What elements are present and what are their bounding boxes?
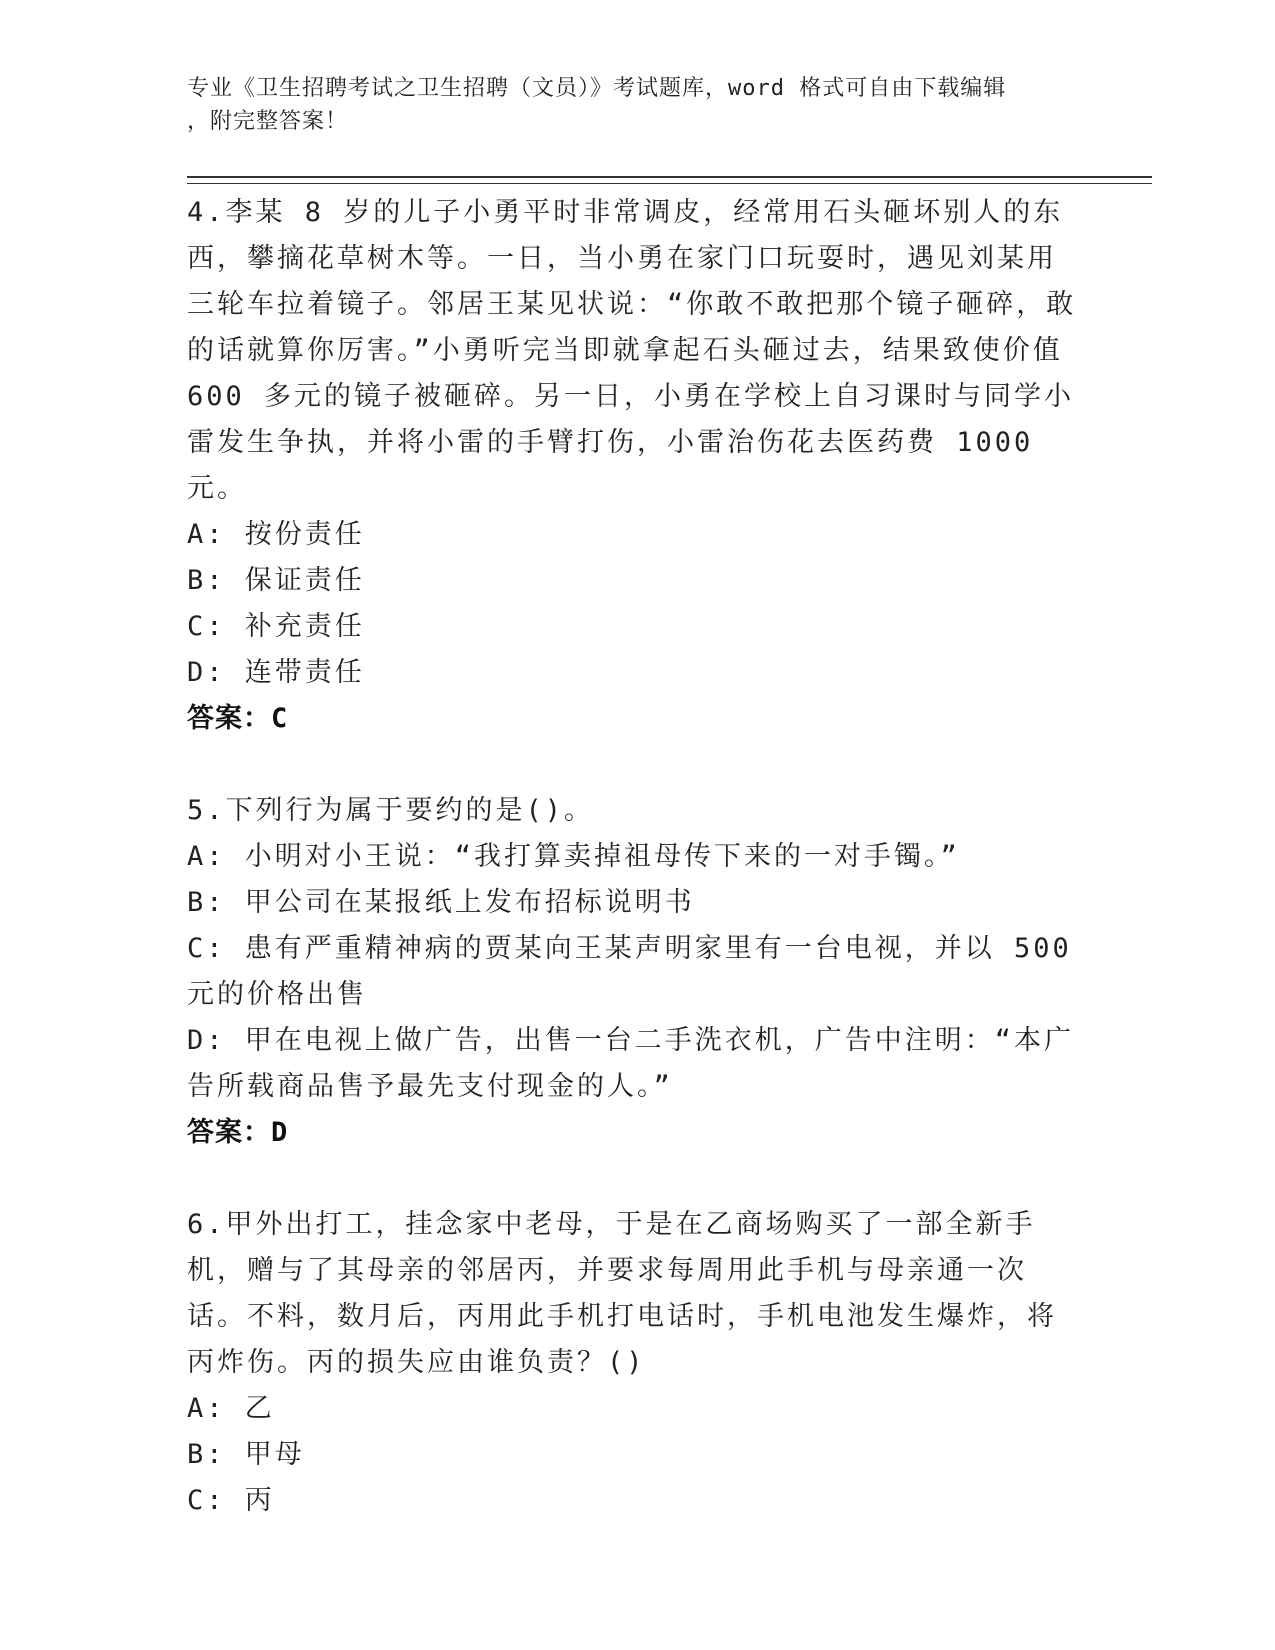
header-rule-thin	[187, 183, 1152, 184]
question-4	[187, 190, 1077, 742]
document-header	[187, 72, 1087, 138]
option-b: B: 保证责任	[187, 565, 365, 596]
question-6	[187, 1202, 1077, 1524]
answer: 答案：D	[187, 1117, 289, 1148]
option-d: D: 连带责任	[187, 657, 365, 688]
question-stem: 6.甲外出打工，挂念家中老母，于是在乙商场购买了一部全新手机，赠与了其母亲的邻居丙，并要求每周用此手机与母亲通一次话。不料，数月后，丙用此手机打电话时，手机电池发生爆炸，将丙炸伤。丙的损失应由谁负责？()	[187, 1209, 1057, 1378]
question-spacer	[187, 1156, 1077, 1202]
header-rule-thick	[187, 176, 1152, 178]
option-a: A: 小明对小王说：“我打算卖掉祖母传下来的一对手镯。”	[187, 841, 960, 872]
header-line-1: 专业《卫生招聘考试之卫生招聘（文员）》考试题库，word 格式可自由下载编辑	[187, 76, 1007, 101]
answer: 答案：C	[187, 703, 289, 734]
option-d: D: 甲在电视上做广告，出售一台二手洗衣机，广告中注明：“本广告所载商品售予最先支付现金的人。”	[187, 1025, 1075, 1102]
option-b: B: 甲公司在某报纸上发布招标说明书	[187, 887, 695, 918]
option-c: C: 丙	[187, 1485, 275, 1516]
header-line-2: ，附完整答案！	[187, 109, 349, 134]
question-stem: 4.李某 8 岁的儿子小勇平时非常调皮，经常用石头砸坏别人的东西，攀摘花草树木等。一日，当小勇在家门口玩耍时，遇见刘某用三轮车拉着镜子。邻居王某见状说：“你敢不敢把那个镜子砸碎，敢的话就算你厉害。”小勇听完当即就拿起石头砸过去，结果致使价值 600 多元的镜子被砸碎。另一日，小勇在学校上自习课时与同学小雷发生争执，并将小雷的手臂打伤，小雷治伤花去医药费 1000 元。	[187, 197, 1077, 504]
question-5	[187, 788, 1077, 1156]
question-stem: 5.下列行为属于要约的是()。	[187, 795, 595, 826]
option-a: A: 按份责任	[187, 519, 365, 550]
option-c: C: 补充责任	[187, 611, 365, 642]
question-spacer	[187, 742, 1077, 788]
option-a: A: 乙	[187, 1393, 275, 1424]
option-c: C: 患有严重精神病的贾某向王某声明家里有一台电视，并以 500 元的价格出售	[187, 933, 1072, 1010]
questions-list	[187, 190, 1077, 1524]
option-b: B: 甲母	[187, 1439, 305, 1470]
